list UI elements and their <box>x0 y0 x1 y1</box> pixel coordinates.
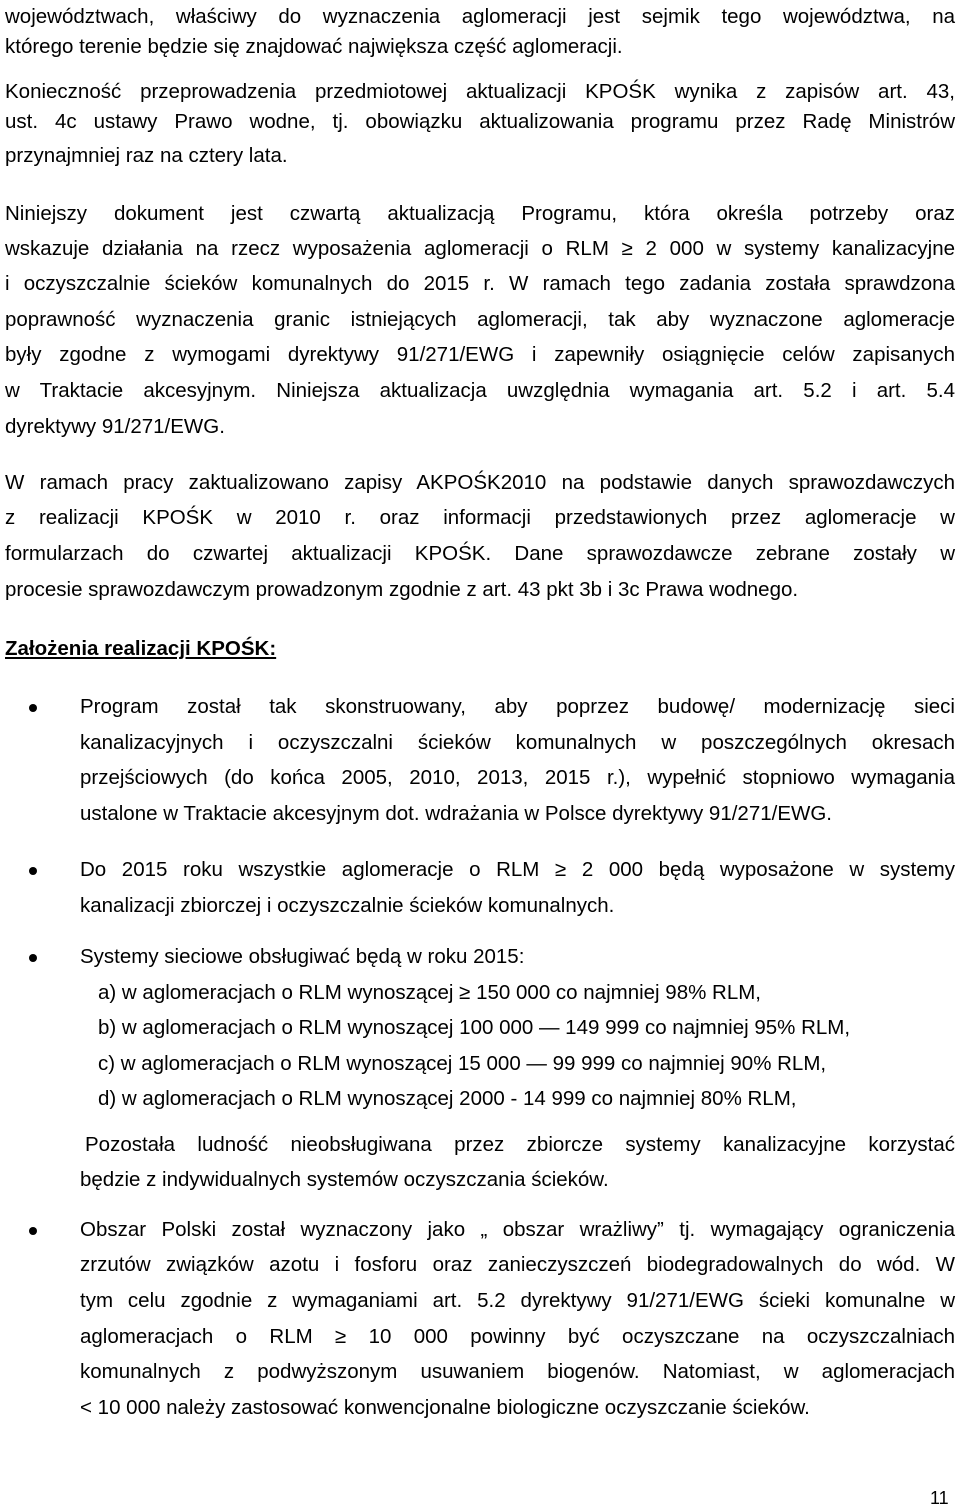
systems-list-item: a) w aglomeracjach o RLM wynoszącej ≥ 150 000 co najmniej 98% RLM, <box>98 981 762 1004</box>
bullet-program-line: przejściowych (do końca 2005, 2010, 2013, 2015 r.), wypełnić stopniowo wymagania <box>80 766 955 789</box>
document-line: poprawność wyznaczenia granic istniejących aglomeracji, tak aby wyznaczone aglomeracje <box>5 308 955 331</box>
work-line: formularzach do czwartej aktualizacji KPOŚK. Dane sprawozdawcze zebrane zostały w <box>5 542 955 565</box>
remaining-line: będzie z indywidualnych systemów oczyszczania ścieków. <box>80 1168 609 1191</box>
bullet-2015-line: kanalizacji zbiorczej i oczyszczalnie ścieków komunalnych. <box>80 894 615 917</box>
bullet-dot <box>29 867 37 875</box>
page-number: 11 <box>930 1488 949 1508</box>
bullet-sensitive-line: zrzutów związków azotu i fosforu oraz zanieczyszczeń biodegradowalnych do wód. W <box>80 1253 955 1276</box>
necessity-line: ust. 4c ustawy Prawo wodne, tj. obowiązku aktualizowania programu przez Radę Ministrów <box>5 110 955 133</box>
systems-list-item: c) w aglomeracjach o RLM wynoszącej 15 000 — 99 999 co najmniej 90% RLM, <box>98 1052 827 1075</box>
bullet-sensitive-line: tym celu zgodnie z wymaganiami art. 5.2 dyrektywy 91/271/EWG ścieki komunalne w <box>80 1289 955 1312</box>
remaining-line: Pozostała ludność nieobsługiwana przez zbiorcze systemy kanalizacyjne korzystać <box>85 1133 955 1156</box>
bullet-dot <box>29 704 37 712</box>
document-line: i oczyszczalnie ścieków komunalnych do 2015 r. W ramach tego zadania została sprawdzona <box>5 272 955 295</box>
bullet-program-line: kanalizacyjnych i oczyszczalni ścieków komunalnych w poszczególnych okresach <box>80 731 955 754</box>
bullet-sensitive-line: komunalnych z podwyższonym usuwaniem biogenów. Natomiast, w aglomeracjach <box>80 1360 955 1383</box>
document-line: wskazuje działania na rzecz wyposażenia aglomeracji o RLM ≥ 2 000 w systemy kanalizacyjne <box>5 237 955 260</box>
work-line: z realizacji KPOŚK w 2010 r. oraz informacji przedstawionych przez aglomeracje w <box>5 506 955 529</box>
necessity-line: Konieczność przeprowadzenia przedmiotowej aktualizacji KPOŚK wynika z zapisów art. 43, <box>5 80 955 103</box>
intro-line: którego terenie będzie się znajdować największa część aglomeracji. <box>5 35 623 58</box>
bullet-dot <box>29 954 37 962</box>
bullet-2015-line: Do 2015 roku wszystkie aglomeracje o RLM ≥ 2 000 będą wyposażone w systemy <box>80 858 955 881</box>
work-line: procesie sprawozdawczym prowadzonym zgodnie z art. 43 pkt 3b i 3c Prawa wodnego. <box>5 578 799 601</box>
document-line: Niniejszy dokument jest czwartą aktualizacją Programu, która określa potrzeby oraz <box>5 202 955 225</box>
bullet-program-line: ustalone w Traktacie akcesyjnym dot. wdrażania w Polsce dyrektywy 91/271/EWG. <box>80 802 832 825</box>
bullet-sensitive-line: aglomeracjach o RLM ≥ 10 000 powinny być oczyszczane na oczyszczalniach <box>80 1325 955 1348</box>
bullet-sensitive-line: Obszar Polski został wyznaczony jako „ obszar wrażliwy” tj. wymagający ograniczenia <box>80 1218 955 1241</box>
bullet-systems-intro: Systemy sieciowe obsługiwać będą w roku 2015: <box>80 945 525 968</box>
work-line: W ramach pracy zaktualizowano zapisy AKPOŚK2010 na podstawie danych sprawozdawczych <box>5 471 955 494</box>
document-line: dyrektywy 91/271/EWG. <box>5 415 225 438</box>
bullet-sensitive-line: < 10 000 należy zastosować konwencjonalne biologiczne oczyszczanie ścieków. <box>80 1396 810 1419</box>
document-line: były zgodne z wymogami dyrektywy 91/271/EWG i zapewniły osiągnięcie celów zapisanych <box>5 343 955 366</box>
systems-list-item: b) w aglomeracjach o RLM wynoszącej 100 000 — 149 999 co najmniej 95% RLM, <box>98 1016 851 1039</box>
section-heading: Założenia realizacji KPOŚK: <box>5 637 277 660</box>
intro-line: województwach, właściwy do wyznaczenia aglomeracji jest sejmik tego województwa, na <box>5 5 955 28</box>
necessity-line: przynajmniej raz na cztery lata. <box>5 144 288 167</box>
document-line: w Traktacie akcesyjnym. Niniejsza aktualizacja uwzględnia wymagania art. 5.2 i art. 5.4 <box>5 379 955 402</box>
systems-list-item: d) w aglomeracjach o RLM wynoszącej 2000 - 14 999 co najmniej 80% RLM, <box>98 1087 797 1110</box>
bullet-program-line: Program został tak skonstruowany, aby poprzez budowę/ modernizację sieci <box>80 695 955 718</box>
bullet-dot <box>29 1227 37 1235</box>
